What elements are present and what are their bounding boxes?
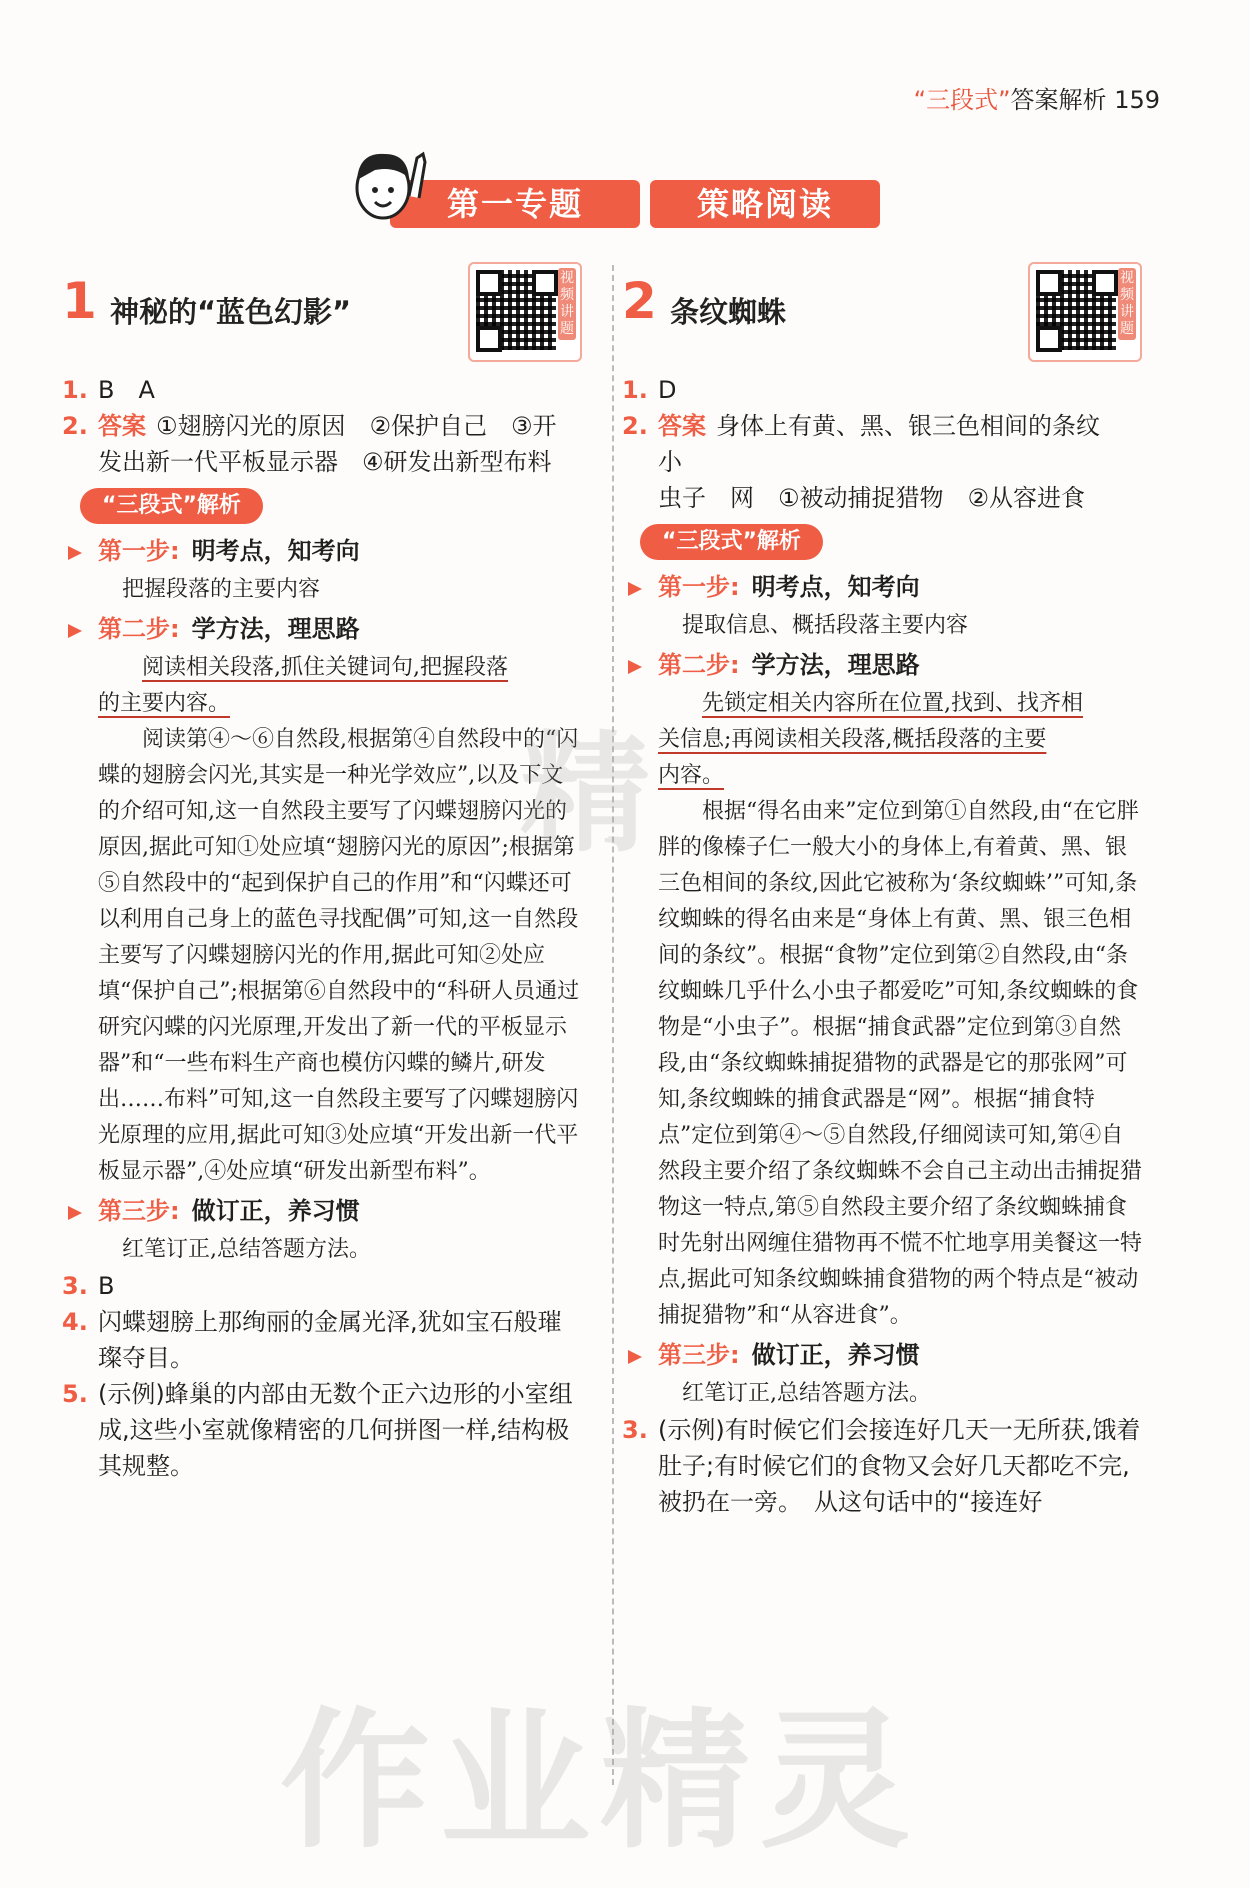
left-qr-code[interactable]	[468, 262, 582, 362]
header-highlight: “三段式”	[913, 86, 1011, 114]
right-qr-code[interactable]	[1028, 262, 1142, 362]
answer-text: ①翅膀闪光的原因 ②保护自己 ③开	[156, 412, 557, 440]
analysis-badge: “三段式”解析	[640, 524, 823, 560]
question-number: 5.	[62, 1380, 88, 1408]
step-three-note: 红笔订正,总结答题方法。	[682, 1381, 931, 1406]
left-q3	[62, 1268, 582, 1304]
watermark-mark: 精	[520, 718, 651, 870]
step-three-note: 红笔订正,总结答题方法。	[122, 1237, 371, 1262]
right-title-row	[622, 262, 1142, 344]
qr-corner-icon	[476, 270, 502, 296]
question-number: 4.	[62, 1308, 88, 1336]
step-title: 学方法，理思路	[751, 651, 920, 679]
qr-corner-icon	[1092, 270, 1118, 296]
mascot-icon	[345, 140, 435, 240]
video-label: 视频讲题	[558, 268, 576, 340]
step-one-note: 提取信息、概括段落主要内容	[682, 613, 969, 638]
left-q1	[62, 372, 582, 408]
left-lesson-title: 神秘的“蓝色幻影”	[110, 295, 352, 329]
method-line: 先锁定相关内容所在位置,找到、找齐相	[702, 691, 1083, 716]
question-number: 1.	[62, 376, 88, 404]
question-number: 2.	[62, 412, 88, 440]
qr-corner-icon	[532, 270, 558, 296]
qr-corner-icon	[476, 326, 502, 352]
qr-corner-icon	[1036, 270, 1062, 296]
arrow-icon	[628, 660, 642, 674]
right-body	[622, 372, 1142, 1520]
left-title-row	[62, 262, 582, 344]
answer-text: B	[98, 1272, 115, 1300]
step-two-method	[62, 650, 582, 722]
answer-text: B A	[98, 376, 155, 404]
analysis-badge: “三段式”解析	[80, 488, 263, 524]
left-lesson-number: 1	[62, 272, 97, 330]
answer-text: 闪蝶翅膀上那绚丽的金属光泽,犹如宝石般璀璨夺目。	[98, 1308, 562, 1372]
step-title: 做订正，养习惯	[751, 1341, 920, 1369]
right-q1	[622, 372, 1142, 408]
left-q5	[62, 1376, 582, 1484]
step-two-analysis: 根据“得名由来”定位到第①自然段,由“在它胖胖的像榛子仁一般大小的身体上,有着黄、黑、银三色相间的条纹,因此它被称为‘条纹蜘蛛’”可知,条纹蜘蛛的得名由来是“身体上有黄、黑、银三色相间的条纹”。根据“食物”定位到第②自然段,由“条纹蜘蛛几乎什么小虫子都爱吃”可知,条纹蜘蛛的食物是“小虫子”。根据“捕食武器”定位到第③自然段,由“条纹蜘蛛捕捉猎物的武器是它的那张网”可知,条纹蜘蛛的捕食武器是“网”。根据“捕食特点”定位到第④～⑤自然段,仔细阅读可知,第④自然段主要介绍了条纹蜘蛛不会自己主动出击捕捉猎物这一特点,第⑤自然段主要介绍了条纹蜘蛛捕食时先射出网缠住猎物再不慌不忙地享用美餐这一特点,据此可知条纹蜘蛛捕食猎物的两个特点是“被动捕捉猎物”和“从容进食”。	[658, 799, 1143, 1328]
step-one	[62, 532, 582, 570]
right-lesson-number: 2	[622, 272, 657, 330]
method-line: 关信息;再阅读相关段落,概括段落的主要	[658, 727, 1047, 752]
method-line: 内容。	[658, 763, 725, 788]
right-lesson-title: 条纹蜘蛛	[670, 295, 787, 329]
answer-text: D	[658, 376, 677, 404]
left-body	[62, 372, 582, 1484]
arrow-icon	[68, 1206, 82, 1220]
question-number: 1.	[622, 376, 648, 404]
qr-corner-icon	[1036, 326, 1062, 352]
step-title: 明考点，知考向	[191, 537, 360, 565]
banner-topic: 第一专题	[390, 180, 640, 228]
left-q2	[62, 408, 582, 480]
arrow-icon	[68, 624, 82, 638]
question-number: 3.	[622, 1416, 648, 1444]
right-q2	[622, 408, 1142, 516]
answer-label: 答案	[98, 412, 146, 440]
step-two-method	[622, 686, 1142, 794]
step-one	[622, 568, 1142, 606]
step-label: 第一步:	[98, 537, 180, 565]
left-column	[62, 262, 582, 1484]
question-number: 2.	[622, 412, 648, 440]
step-title: 明考点，知考向	[751, 573, 920, 601]
video-label: 视频讲题	[1118, 268, 1136, 340]
answer-text: 身体上有黄、黑、银三色相间的条纹 小	[658, 412, 1124, 476]
arrow-icon	[68, 546, 82, 560]
step-label: 第二步:	[98, 615, 180, 643]
answer-text: 虫子 网 ①被动捕捉猎物 ②从容进食	[658, 484, 1086, 512]
left-q4	[62, 1304, 582, 1376]
question-number: 3.	[62, 1272, 88, 1300]
step-three	[622, 1336, 1142, 1374]
answer-text: (示例)有时候它们会接连好几天一无所获,饿着肚子;有时候它们的食物又会好几天都吃不完,被扔在一旁。 从这句话中的“接连好	[658, 1416, 1141, 1516]
page-number: 159	[1114, 86, 1160, 114]
method-line: 阅读相关段落,抓住关键词句,把握段落	[142, 655, 508, 680]
right-q3	[622, 1412, 1142, 1520]
banner-strategy: 策略阅读	[650, 180, 880, 228]
step-two	[62, 610, 582, 648]
answer-label: 答案	[658, 412, 706, 440]
header-title: 答案解析	[1010, 86, 1107, 114]
step-label: 第二步:	[658, 651, 740, 679]
arrow-icon	[628, 582, 642, 596]
step-title: 做订正，养习惯	[191, 1197, 360, 1225]
step-title: 学方法，理思路	[191, 615, 360, 643]
right-column	[622, 262, 1142, 1520]
arrow-icon	[628, 1350, 642, 1364]
method-line: 的主要内容。	[98, 691, 231, 716]
answer-text: (示例)蜂巢的内部由无数个正六边形的小室组成,这些小室就像精密的几何拼图一样,结构极其规整。	[98, 1380, 573, 1480]
step-label: 第三步:	[658, 1341, 740, 1369]
step-two	[622, 646, 1142, 684]
step-one-note: 把握段落的主要内容	[122, 577, 321, 602]
watermark-text: 作业精灵	[280, 1695, 921, 1869]
step-label: 第一步:	[658, 573, 740, 601]
page-header	[914, 80, 1160, 115]
column-divider	[612, 265, 614, 1785]
step-two-analysis: 阅读第④～⑥自然段,根据第④自然段中的“闪蝶的翅膀会闪光,其实是一种光学效应”,以及下文的介绍可知,这一自然段主要写了闪蝶翅膀闪光的原因,据此可知①处应填“翅膀闪光的原因”;根据第⑤自然段中的“起到保护自己的作用”和“闪蝶还可以利用自己身上的蓝色寻找配偶”可知,这一自然段主要写了闪蝶翅膀闪光的作用,据此可知②处应填“保护自己”;根据第⑥自然段中的“科研人员通过研究闪蝶的闪光原理,开发出了新一代的平板显示器”和“一些布料生产商也模仿闪蝶的鳞片,研发出……布料”可知,这一自然段主要写了闪蝶翅膀闪光原理的应用,据此可知③处应填“开发出新一代平板显示器”,④处应填“研发出新型布料”。	[98, 727, 580, 1184]
answer-text: 发出新一代平板显示器 ④研发出新型布料	[98, 448, 552, 476]
step-three	[62, 1192, 582, 1230]
step-label: 第三步:	[98, 1197, 180, 1225]
